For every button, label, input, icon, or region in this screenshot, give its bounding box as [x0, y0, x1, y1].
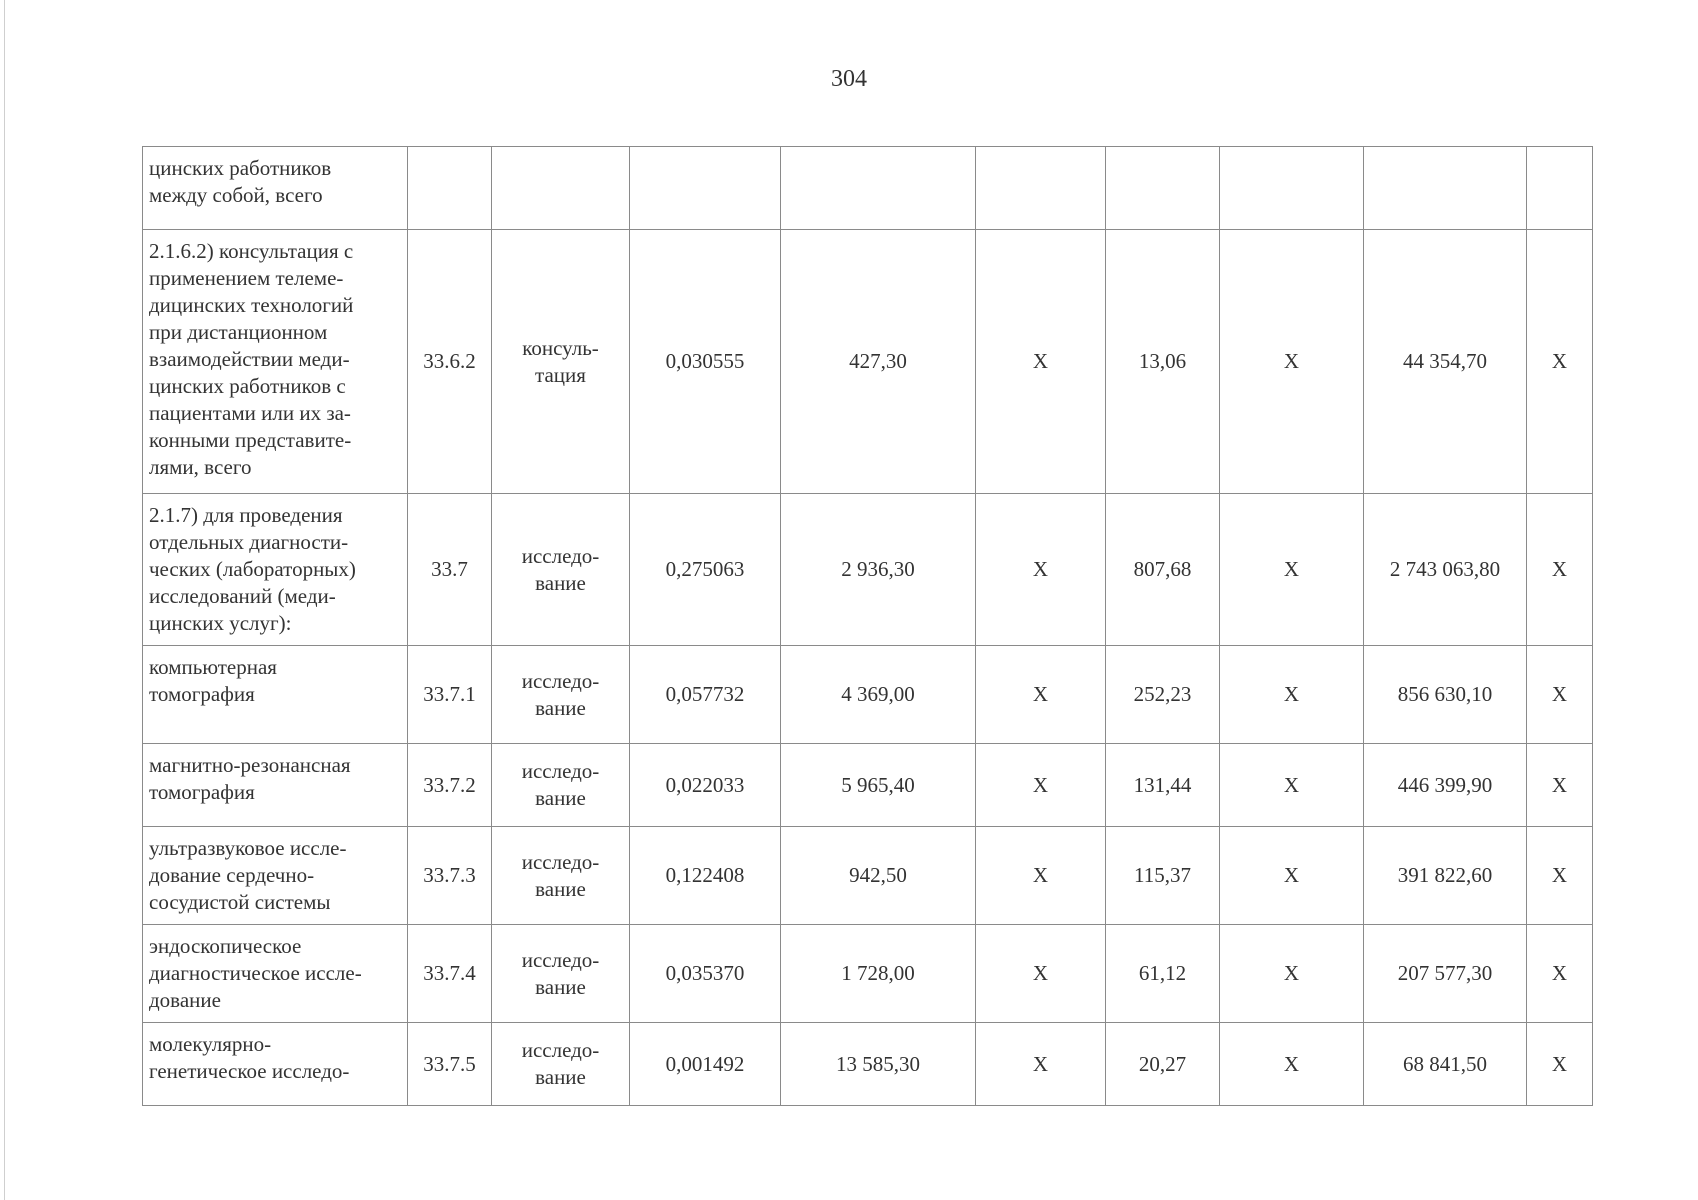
table-row [143, 230, 1593, 494]
cell-total: 391 822,60 [1364, 827, 1527, 925]
cell-unit [492, 147, 630, 230]
cell-x: X [1527, 230, 1593, 494]
cell-name-line: лями, всего [149, 455, 252, 479]
cell-x: X [976, 494, 1106, 646]
cell-unit-line: вание [535, 695, 586, 720]
table-row [143, 827, 1593, 925]
cell-norm [630, 147, 781, 230]
cell-x: X [1220, 827, 1364, 925]
cell-cost: 942,50 [781, 827, 976, 925]
table-body [143, 147, 1593, 1106]
cell-total [1364, 147, 1527, 230]
cell-cost: 2 936,30 [781, 494, 976, 646]
cell-name [143, 646, 408, 744]
cell-name-line: дование сердечно- [149, 863, 315, 887]
cell-x: X [976, 646, 1106, 744]
cell-norm: 0,035370 [630, 925, 781, 1023]
cell-name-line: конными представите- [149, 428, 352, 452]
cell-x: X [1527, 925, 1593, 1023]
page-number: 304 [831, 66, 867, 92]
cell-total: 2 743 063,80 [1364, 494, 1527, 646]
cell-name-line: компьютерная [149, 655, 277, 679]
cell-name [143, 494, 408, 646]
cell-code: 33.7 [408, 494, 492, 646]
cell-code: 33.7.3 [408, 827, 492, 925]
cell-x: X [976, 1023, 1106, 1106]
cell-name [143, 1023, 408, 1106]
cell-name-line: генетическое исследо- [149, 1059, 350, 1083]
table-row [143, 494, 1593, 646]
cell-name [143, 147, 408, 230]
cell-name-line: дицинских технологий [149, 293, 354, 317]
cell-code: 33.7.2 [408, 744, 492, 827]
cell-unit-line: вание [535, 1065, 586, 1089]
cell-name-line: дование [149, 988, 221, 1012]
cell-cost: 1 728,00 [781, 925, 976, 1023]
cell-name-line: цинских услуг): [149, 611, 292, 635]
cell-total: 856 630,10 [1364, 646, 1527, 744]
cell-unit [492, 827, 630, 925]
cell-x: X [976, 925, 1106, 1023]
cell-name-line: исследований (меди- [149, 584, 336, 608]
cell-unit-line: вание [535, 786, 586, 810]
cell-name-line: томография [149, 682, 255, 706]
cell-x: X [1527, 744, 1593, 827]
cell-name-line: ческих (лабораторных) [149, 557, 356, 581]
cell-name-line: сосудистой системы [149, 890, 331, 914]
cell-norm: 0,275063 [630, 494, 781, 646]
cell-x [976, 147, 1106, 230]
cell-name-line: между собой, всего [149, 183, 323, 207]
cell-total: 207 577,30 [1364, 925, 1527, 1023]
cell-name-line: пациентами или их за- [149, 401, 351, 425]
cell-name-line: 2.1.6.2) консультация с [149, 239, 354, 263]
cell-name-line: цинских работников с [149, 374, 346, 398]
cell-unit [492, 925, 630, 1023]
cell-name-line: ультразвуковое иссле- [149, 836, 347, 860]
cell-x: X [1527, 646, 1593, 744]
cell-per-capita: 252,23 [1106, 646, 1220, 744]
cell-name-line: 2.1.7) для проведения [149, 503, 343, 527]
cell-cost: 4 369,00 [781, 646, 976, 744]
cell-total: 68 841,50 [1364, 1023, 1527, 1106]
cell-x: X [976, 230, 1106, 494]
cell-per-capita: 20,27 [1106, 1023, 1220, 1106]
cell-name [143, 827, 408, 925]
cell-x: X [1220, 925, 1364, 1023]
cell-code: 33.7.5 [408, 1023, 492, 1106]
cell-unit [492, 744, 630, 827]
cell-total: 446 399,90 [1364, 744, 1527, 827]
cell-name-line: цинских работников [149, 156, 332, 180]
cell-x: X [1220, 1023, 1364, 1106]
table-row [143, 744, 1593, 827]
cell-unit [492, 646, 630, 744]
cell-per-capita: 61,12 [1106, 925, 1220, 1023]
cell-unit-line: исследо- [521, 947, 600, 972]
cell-code: 33.6.2 [408, 230, 492, 494]
cell-norm: 0,057732 [630, 646, 781, 744]
cell-x: X [1220, 646, 1364, 744]
table-row [143, 646, 1593, 744]
cell-unit-line: исследо- [521, 759, 600, 783]
cell-x [1220, 147, 1364, 230]
cell-unit-line: исследо- [521, 543, 600, 568]
cell-name-line: применением телеме- [149, 266, 344, 290]
cell-unit-line: вание [535, 974, 586, 999]
cell-per-capita: 115,37 [1106, 827, 1220, 925]
cell-code: 33.7.1 [408, 646, 492, 744]
cell-x: X [1527, 827, 1593, 925]
cell-cost: 13 585,30 [781, 1023, 976, 1106]
cell-norm: 0,030555 [630, 230, 781, 494]
cell-name [143, 925, 408, 1023]
cell-x: X [1527, 1023, 1593, 1106]
cell-unit-line: исследо- [521, 668, 600, 693]
cell-unit-line: вание [535, 570, 586, 595]
cell-norm: 0,001492 [630, 1023, 781, 1106]
cell-x: X [1220, 230, 1364, 494]
cell-name-line: молекулярно- [149, 1032, 272, 1056]
cell-total: 44 354,70 [1364, 230, 1527, 494]
cell-per-capita: 131,44 [1106, 744, 1220, 827]
cell-norm: 0,122408 [630, 827, 781, 925]
cell-name-line: эндоскопическое [149, 934, 302, 958]
cell-unit-line: исследо- [521, 1038, 600, 1062]
cell-per-capita [1106, 147, 1220, 230]
cell-code [408, 147, 492, 230]
cell-x: X [1527, 494, 1593, 646]
cell-unit [492, 230, 630, 494]
table-row [143, 1023, 1593, 1106]
cell-unit-line: исследо- [521, 849, 600, 874]
cell-x [1527, 147, 1593, 230]
cell-cost [781, 147, 976, 230]
cell-per-capita: 13,06 [1106, 230, 1220, 494]
cell-name-line: отдельных диагности- [149, 530, 349, 554]
cell-unit [492, 494, 630, 646]
cell-name-line: взаимодействии меди- [149, 347, 350, 371]
cell-x: X [1220, 494, 1364, 646]
table-row [143, 147, 1593, 230]
cell-x: X [976, 744, 1106, 827]
data-table [142, 146, 1593, 1106]
table-row [143, 925, 1593, 1023]
cell-name-line: магнитно-резонансная [149, 753, 351, 777]
cell-per-capita: 807,68 [1106, 494, 1220, 646]
cell-name-line: диагностическое иссле- [149, 961, 362, 985]
cell-norm: 0,022033 [630, 744, 781, 827]
cell-unit-line: вание [535, 876, 586, 901]
cell-name [143, 744, 408, 827]
cell-unit [492, 1023, 630, 1106]
cell-x: X [976, 827, 1106, 925]
cell-code: 33.7.4 [408, 925, 492, 1023]
cell-name-line: томография [149, 780, 255, 804]
cell-cost: 5 965,40 [781, 744, 976, 827]
cell-x: X [1220, 744, 1364, 827]
scan-edge-line [4, 0, 5, 1200]
cell-name [143, 230, 408, 494]
cell-cost: 427,30 [781, 230, 976, 494]
cell-unit-line: тация [535, 362, 586, 387]
cell-unit-line: консуль- [522, 335, 599, 360]
cell-name-line: при дистанционном [149, 320, 328, 344]
